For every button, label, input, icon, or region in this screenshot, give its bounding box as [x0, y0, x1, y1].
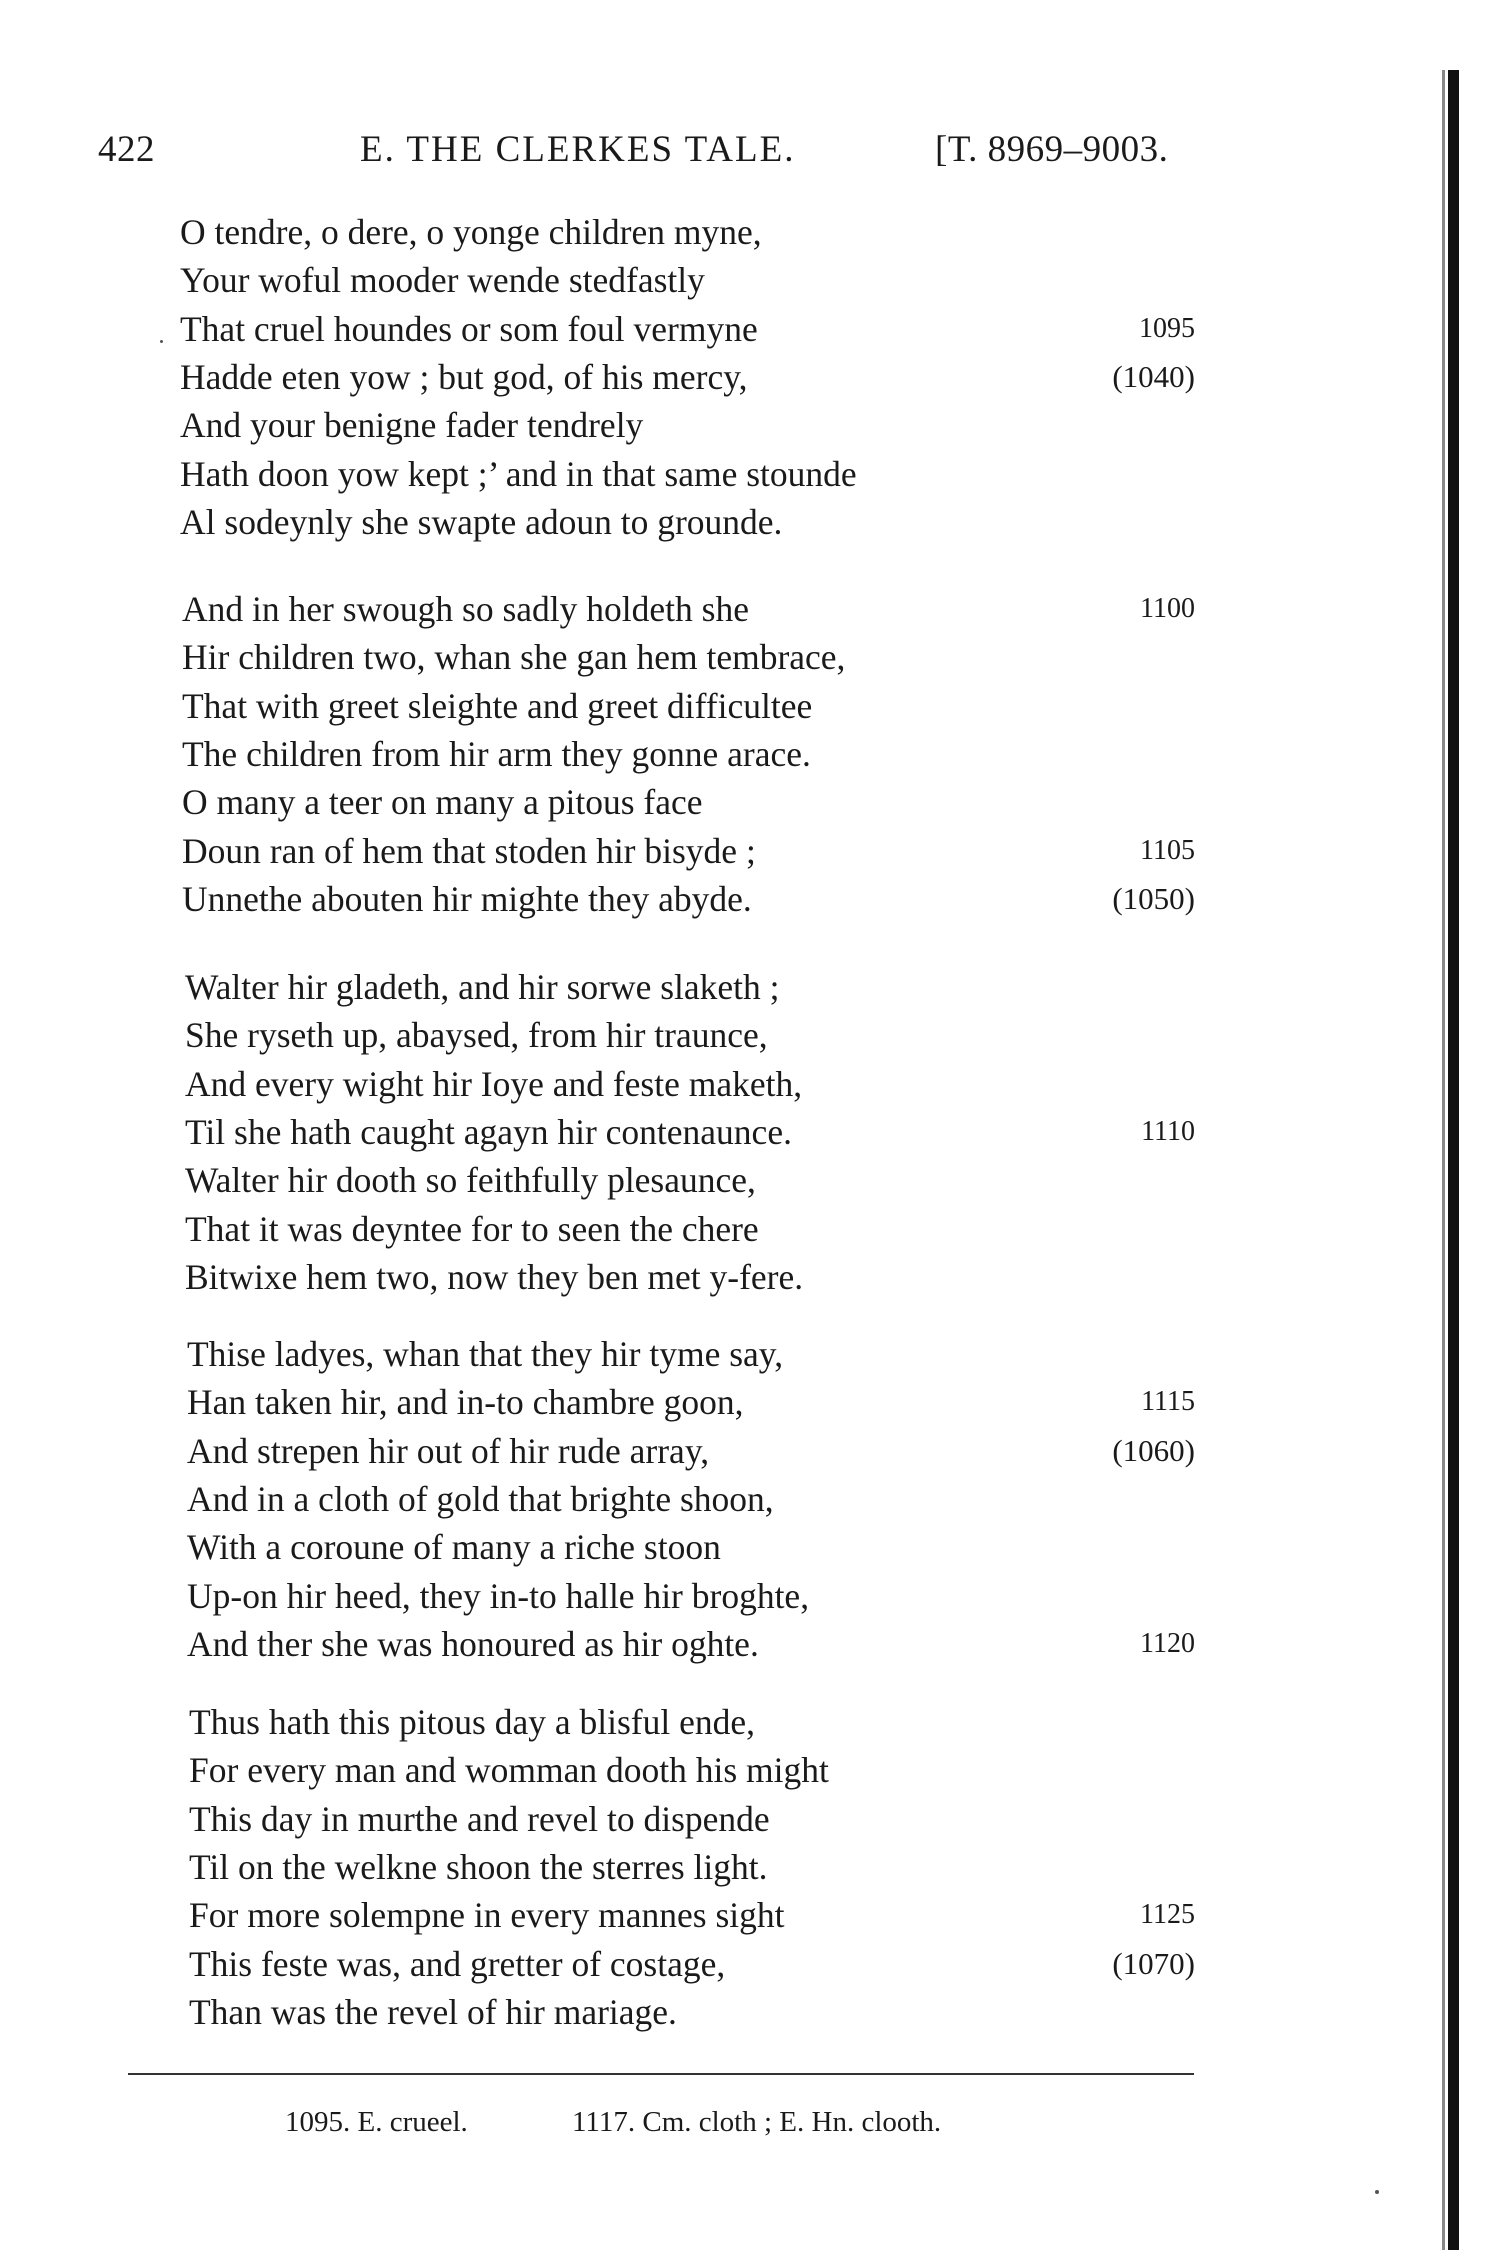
- verse-line: Thise ladyes, whan that they hir tyme say,: [187, 1334, 784, 1374]
- speck: [160, 340, 163, 343]
- verse-line: Doun ran of hem that stoden hir bisyde ;: [182, 830, 756, 871]
- page-number: 422: [98, 129, 155, 170]
- line-number: (1060): [1112, 1432, 1195, 1468]
- line-number: 1120: [1140, 1627, 1195, 1659]
- verse-line: Hadde eten yow ; but god, of his mercy,: [180, 356, 748, 397]
- line-number: 1115: [1141, 1386, 1195, 1418]
- verse-line: Unnethe abouten hir mighte they abyde.: [182, 878, 752, 919]
- page-edge-line: [1442, 70, 1445, 2250]
- verse-line: Hir children two, whan she gan hem tembrace,: [182, 637, 846, 678]
- verse-line: O many a teer on many a pitous face: [182, 782, 703, 823]
- verse-line: Han taken hir, and in-to chambre goon,: [187, 1382, 744, 1423]
- footnote-2: 1117. Cm. cloth ; E. Hn. clooth.: [572, 2106, 942, 2138]
- verse-line: For more solempne in every mannes sight: [189, 1895, 785, 1936]
- page-title: E. THE CLERKES TALE.: [360, 129, 796, 170]
- verse-line: O tendre, o dere, o yonge children myne,: [180, 212, 762, 252]
- verse-line: And in her swough so sadly holdeth she: [182, 589, 749, 629]
- page-edge-shadow: [1448, 70, 1459, 2250]
- line-number: (1050): [1112, 880, 1195, 916]
- verse-line: And strepen hir out of hir rude array,: [187, 1430, 710, 1471]
- verse-line: Al sodeynly she swapte adoun to grounde.: [180, 501, 783, 542]
- speck: [1375, 2190, 1379, 2194]
- footnote-1: 1095. E. crueel.: [285, 2106, 468, 2138]
- verse-line: Walter hir dooth so feithfully plesaunce,: [185, 1160, 756, 1201]
- verse-line: And in a cloth of gold that brighte shoon,: [187, 1478, 774, 1519]
- line-number: (1070): [1112, 1945, 1195, 1981]
- verse-line: Bitwixe hem two, now they ben met y-fere.: [185, 1256, 804, 1297]
- line-number: 1125: [1140, 1899, 1195, 1931]
- verse-line: Til on the welkne shoon the sterres light.: [189, 1846, 768, 1887]
- verse-line: And ther she was honoured as hir oghte.: [187, 1623, 759, 1664]
- verse-line: And your benigne fader tendrely: [180, 405, 644, 446]
- verse-line: With a coroune of many a riche stoon: [187, 1527, 721, 1568]
- verse-line: This feste was, and gretter of costage,: [189, 1943, 726, 1984]
- verse-line: For every man and womman dooth his might: [189, 1750, 829, 1791]
- verse-line: Than was the revel of hir mariage.: [189, 1991, 677, 2032]
- line-number: (1040): [1112, 358, 1195, 394]
- verse-line: Walter hir gladeth, and hir sorwe slaketh ;: [185, 967, 780, 1007]
- verse-line: Up-on hir heed, they in-to halle hir broghte,: [187, 1575, 810, 1616]
- line-reference: [T. 8969–9003.: [935, 129, 1169, 170]
- line-number: 1105: [1140, 834, 1195, 866]
- line-number: 1100: [1140, 593, 1195, 624]
- verse-line: Thus hath this pitous day a blisful ende,: [189, 1702, 755, 1742]
- verse-line: The children from hir arm they gonne arace.: [182, 733, 811, 774]
- verse-line: That cruel houndes or som foul vermyne: [180, 308, 758, 349]
- verse-line: Til she hath caught agayn hir contenaunce.: [185, 1111, 792, 1152]
- running-header: [0, 128, 1497, 188]
- verse-line: Hath doon yow kept ;’ and in that same stounde: [180, 453, 857, 494]
- line-number: 1110: [1141, 1115, 1195, 1147]
- verse-line: She ryseth up, abaysed, from hir traunce,: [185, 1015, 768, 1056]
- line-number: 1095: [1139, 312, 1195, 344]
- verse-line: That with greet sleighte and greet difficultee: [182, 685, 813, 726]
- verse-line: That it was deyntee for to seen the chere: [185, 1208, 759, 1249]
- footnote-rule: [128, 2073, 1194, 2075]
- verse-line: And every wight hir Ioye and feste maketh,: [185, 1063, 803, 1104]
- verse-line: This day in murthe and revel to dispende: [189, 1798, 770, 1839]
- verse-line: Your woful mooder wende stedfastly: [180, 260, 705, 301]
